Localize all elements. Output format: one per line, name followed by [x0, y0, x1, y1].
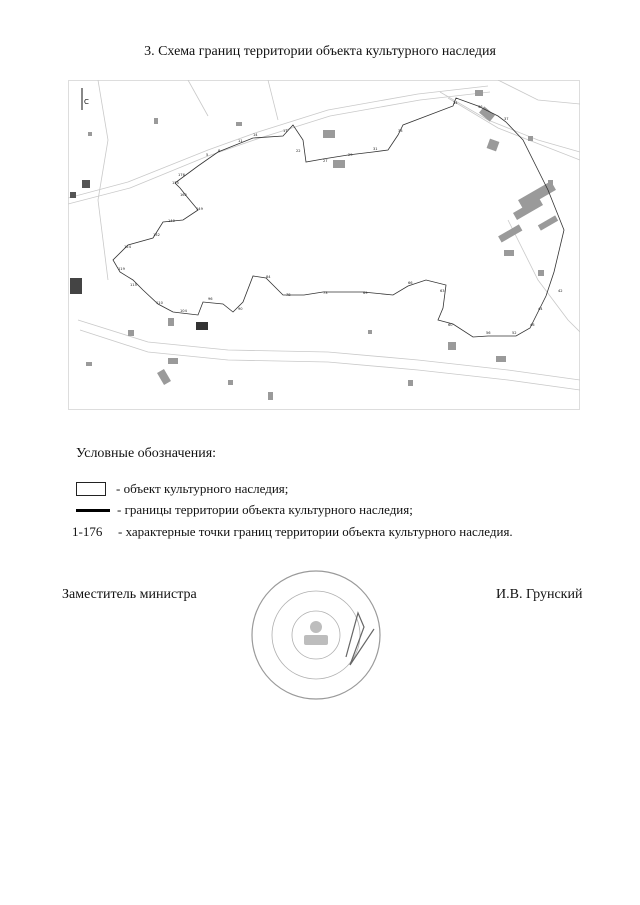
svg-text:8: 8: [218, 149, 221, 153]
svg-text:22: 22: [296, 149, 301, 153]
boundary-map: [68, 80, 580, 410]
svg-text:17: 17: [283, 129, 288, 133]
svg-text:124: 124: [124, 245, 131, 249]
svg-text:90: 90: [238, 307, 243, 311]
svg-text:52: 52: [512, 331, 517, 335]
legend-item-points: [72, 524, 513, 540]
legend-item-boundary: [76, 502, 413, 518]
svg-text:5: 5: [206, 153, 209, 157]
svg-text:119: 119: [118, 267, 125, 271]
signatory-position: Заместитель министра: [62, 587, 197, 602]
svg-text:56: 56: [486, 331, 491, 335]
legend-boundary-text: - границы территории объекта культурного наследия;: [117, 502, 413, 517]
svg-text:14: 14: [253, 133, 258, 137]
svg-text:34: 34: [453, 101, 458, 105]
svg-text:60: 60: [448, 323, 453, 327]
svg-text:29: 29: [348, 153, 353, 157]
svg-text:73: 73: [323, 291, 328, 295]
svg-text:11: 11: [238, 139, 243, 143]
page-title: 3. Схема границ территории объекта культурного наследия: [144, 44, 496, 59]
svg-text:110: 110: [156, 301, 163, 305]
svg-text:132: 132: [153, 233, 160, 237]
svg-text:36: 36: [478, 105, 483, 109]
svg-text:66: 66: [408, 281, 413, 285]
svg-text:84: 84: [266, 275, 271, 279]
points-code: 1-176: [72, 524, 103, 539]
legend-item-object: [76, 481, 288, 497]
svg-text:104: 104: [180, 309, 187, 313]
svg-text:27: 27: [323, 159, 328, 163]
signature-scribble: [346, 613, 374, 665]
official-seal: [246, 565, 386, 705]
svg-text:44: 44: [538, 307, 543, 311]
north-label: С: [84, 98, 89, 106]
svg-text:33: 33: [398, 129, 403, 133]
legend-object-text: - объект культурного наследия;: [116, 481, 289, 496]
signatory-name: И.В. Грунский: [496, 587, 583, 602]
svg-text:175: 175: [172, 181, 179, 185]
svg-text:78: 78: [286, 293, 291, 297]
svg-text:149: 149: [196, 207, 203, 211]
object-symbol: [76, 482, 106, 496]
svg-text:46: 46: [530, 323, 535, 327]
svg-text:63: 63: [440, 289, 445, 293]
svg-text:69: 69: [363, 291, 368, 295]
legend-title: Условные обозначения:: [76, 446, 217, 461]
svg-text:176: 176: [178, 173, 185, 177]
svg-text:115: 115: [130, 283, 137, 287]
svg-text:140: 140: [168, 219, 175, 223]
svg-text:96: 96: [208, 297, 213, 301]
legend-points-text: - характерные точки границ территории объекта культурного наследия.: [118, 524, 513, 539]
svg-text:31: 31: [373, 147, 378, 151]
svg-text:37: 37: [504, 117, 509, 121]
boundary-symbol: [76, 509, 110, 512]
svg-text:42: 42: [558, 289, 563, 293]
svg-text:162: 162: [180, 193, 187, 197]
